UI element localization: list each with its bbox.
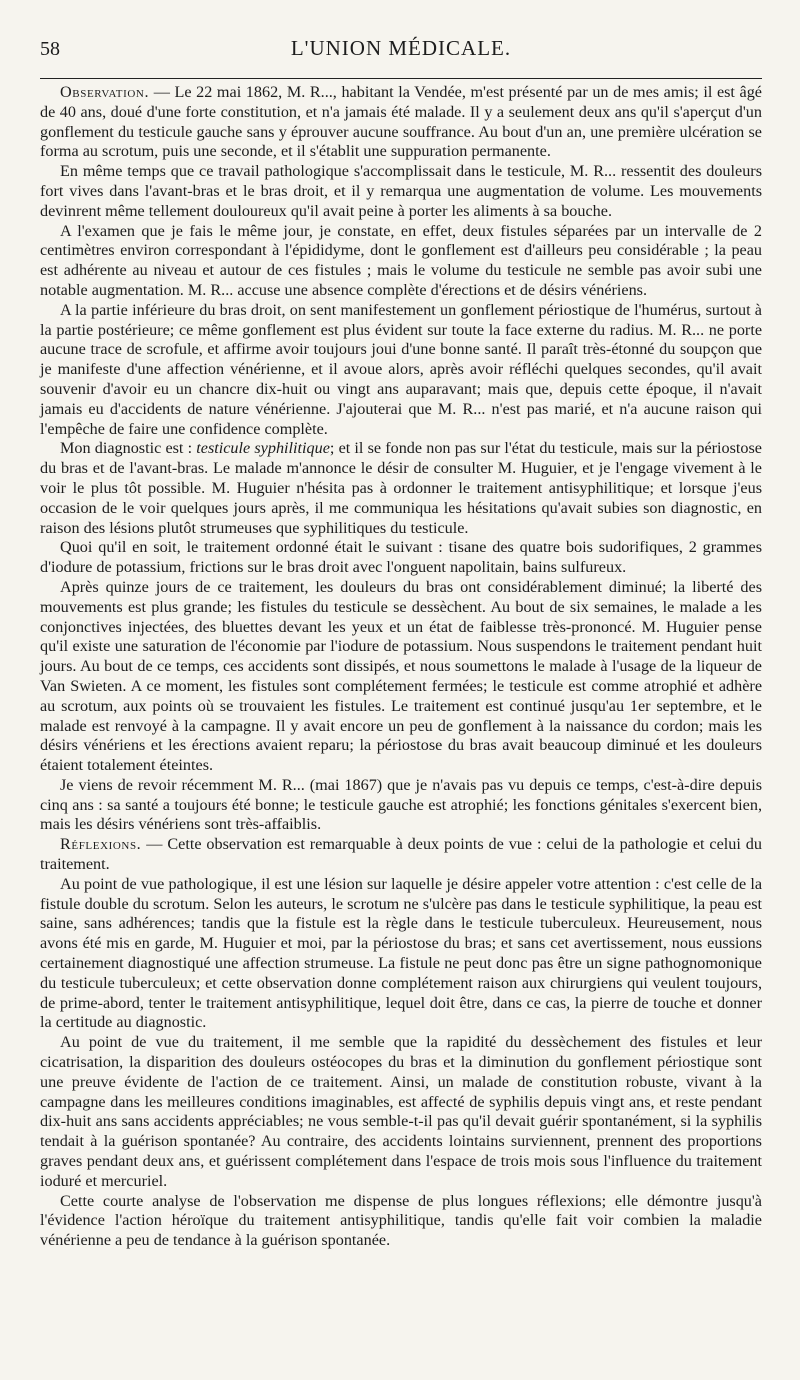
paragraph-observation: Observation. — Le 22 mai 1862, M. R..., habitant la Vendée, m'est présenté par un de mes amis; il est âgé de 40 ans, doué d'une forte constitution, et n'a jamais été malade. Il y a seulement deux ans qu'il s'aperçut d'un gonflement du testicule gauche sans y éprouver aucune souffrance. Au bout d'un an, une première ulcération se forma au scrotum, puis une seconde, et il s'établit une suppuration permanente.	[40, 83, 762, 161]
diagnosis-term: testicule syphilitique	[196, 439, 330, 458]
page-header	[40, 22, 762, 60]
paragraph: Au point de vue pathologique, il est une lésion sur laquelle je désire appeler votre attention : c'est celle de la fistule double du scrotum. Selon les auteurs, le scrotum ne s'ulcère pas dans le testicule syphilitique, la peau est saine, sans adhérences; tandis que la fistule est la règle dans le testicule tuberculeux. Heureusement, nous avons été mis en garde, M. Huguier et moi, par la périostose du bras; et sans cet avertissement, nous eussions certainement diagnostiqué une affection strumeuse. La fistule ne peut donc pas être un signe pathognomonique du testicule tuberculeux; et cette observation donne complétement raison aux chirurgiens qui veulent toujours, de prime-abord, tenter le traitement antisyphilitique, lequel doit être, dans ce cas, la pierre de touche et donner la certitude au diagnostic.	[40, 874, 762, 1032]
paragraph-reflexions: Réflexions. — Cette observation est remarquable à deux points de vue : celui de la pathologie et celui du traitement.	[40, 835, 762, 874]
article-body	[40, 83, 762, 1251]
paragraph-diagnostic: Mon diagnostic est : testicule syphilitique; et il se fonde non pas sur l'état du testicule, mais sur la périostose du bras et de l'avant-bras. Le malade m'annonce le désir de consulter M. Huguier, et je l'engage vivement à le voir le plus tôt possible. M. Huguier n'hésita pas à ordonner le traitement antisyphilitique; et lorsque j'eus occasion de le voir quelques jours après, il me communiqua les hésitations qu'avait subies son diagnostic, en raison des lésions plutôt strumeuses que syphilitiques du testicule.	[40, 439, 762, 537]
running-title: L'UNION MÉDICALE.	[290, 36, 512, 60]
paragraph: Après quinze jours de ce traitement, les douleurs du bras ont considérablement diminué; la liberté des mouvements est plus grande; les fistules du testicule se dessèchent. Au bout de six semaines, le malade a les conjonctives injectées, des bluettes devant les yeux et un état de faiblesse très-prononcé. M. Huguier pense qu'il existe une saturation de l'économie par l'iodure de potassium. Nous suspendons le traitement pendant huit jours. Au bout de ce temps, ces accidents sont dissipés, et nous soumettons le malade à l'usage de la liqueur de Van Swieten. A ce moment, les fistules sont complétement fermées; le testicule est comme atrophié et adhère au scrotum, aux points où se trouvaient les fistules. Le traitement est continué jusqu'au 1er septembre, et le malade est renvoyé à la campagne. Il y avait encore un peu de gonflement à la naissance du cordon; mais les désirs vénériens et les érections avaient reparu; la périostose du bras avait beaucoup diminué et les douleurs étaient totalement éteintes.	[40, 577, 762, 775]
paragraph: Quoi qu'il en soit, le traitement ordonné était le suivant : tisane des quatre bois sudorifiques, 2 grammes d'iodure de potassium, frictions sur le bras droit avec l'onguent napolitain, bains sulfureux.	[40, 538, 762, 577]
paragraph: A l'examen que je fais le même jour, je constate, en effet, deux fistules séparées par un intervalle de 2 centimètres environ correspondant à l'épididyme, dont le gonflement est d'ailleurs peu considérable ; la peau est adhérente au niveau et autour de ces fistules ; mais le volume du testicule ne semble pas avoir subi une notable augmentation. M. R... accuse une absence complète d'érections et de désirs vénériens.	[40, 221, 762, 299]
paragraph: Je viens de revoir récemment M. R... (mai 1867) que je n'avais pas vu depuis ce temps, c'est-à-dire depuis cinq ans : sa santé a toujours été bonne; le testicule gauche est atrophié; les fonctions génitales s'exercent bien, mais les désirs vénériens sont très-affaiblis.	[40, 775, 762, 834]
page-number: 58	[40, 38, 60, 60]
paragraph: Au point de vue du traitement, il me semble que la rapidité du dessèchement des fistules et leur cicatrisation, la disparition des douleurs ostéocopes du bras et la diminution du gonflement périostique sont une preuve évidente de l'action de ce traitement. Ainsi, un malade de constitution robuste, vivant à la campagne dans les meilleures conditions imaginables, est affecté de syphilis depuis vingt ans, et reste pendant dix-huit ans sans accidents appréciables; ne vous semble-t-il pas qu'il devait guérir spontanément, si la syphilis tendait à la guérison spontanée? Au contraire, des accidents lointains surviennent, prennent des proportions graves pendant deux ans, et guérissent complétement dans l'espace de trois mois sous l'influence du traitement ioduré et mercuriel.	[40, 1033, 762, 1190]
paragraph: A la partie inférieure du bras droit, on sent manifestement un gonflement périostique de l'humérus, surtout à la partie postérieure; ce même gonflement est plus évident sur toute la face externe du radius. M. R... ne porte aucune trace de scrofule, et affirme avoir toujours joui d'une bonne santé. Il paraît très-étonné du soupçon que je manifeste d'une affection vénérienne, et il avoue alors, après avoir réfléchi quelques secondes, qu'il avait souvenir d'avoir eu un chancre dix-huit ou vingt ans auparavant; mais que, depuis cette époque, il n'avait jamais eu d'accidents de nature vénérienne. J'ajouterai que M. R... n'est pas marié, et n'a aucune raison qui l'empêche de faire une confidence complète.	[40, 300, 762, 438]
section-lead-reflexions: Réflexions.	[60, 835, 142, 854]
paragraph: Cette courte analyse de l'observation me dispense de plus longues réflexions; elle démontre jusqu'à l'évidence l'action héroïque du traitement antisyphilitique, tandis qu'elle fait voir combien la maladie vénérienne a peu de tendance à la guérison spontanée.	[40, 1191, 762, 1250]
section-lead-observation: Observation.	[60, 83, 150, 101]
header-rule	[40, 78, 762, 79]
paragraph: En même temps que ce travail pathologique s'accomplissait dans le testicule, M. R... ressentit des douleurs fort vives dans l'avant-bras et le bras droit, et il y remarqua une augmentation de volume. Les mouvements devinrent même tellement douloureux qu'il avait peine à porter les aliments à sa bouche.	[40, 162, 762, 220]
